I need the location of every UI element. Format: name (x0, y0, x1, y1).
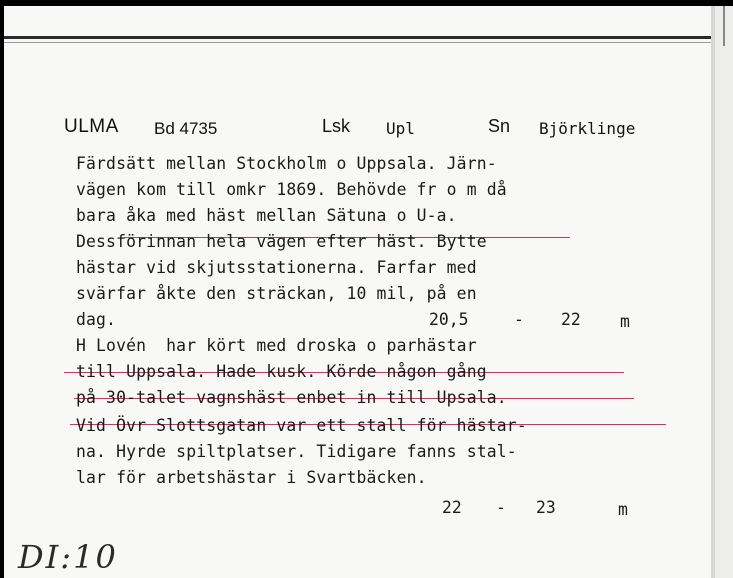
text-line: hästar vid skjutsstationerna. Farfar med (76, 258, 477, 277)
text-line: på 30-talet vagnshäst enbet in till Upsala. (76, 388, 507, 407)
text-line: Dessförinnan hela vägen efter häst. Bytte (76, 232, 487, 251)
socken-value: Björklinge (539, 119, 636, 138)
text-line: dag. (76, 310, 117, 329)
landskap-value: Upl (386, 119, 415, 138)
page-ref-from: 22 (442, 498, 462, 517)
text-line: Vid Övr Slottsgatan var ett stall för hästar- (76, 416, 527, 435)
page-ref-dash: - (514, 310, 524, 329)
volume-number: Bd 4735 (154, 119, 218, 138)
page-ref-from: 20,5 (429, 310, 469, 329)
text-line: Färdsätt mellan Stockholm o Uppsala. Järn- (76, 154, 497, 173)
text-line: svärfar åkte den sträckan, 10 mil, på en (76, 284, 477, 303)
archive-name: ULMA (64, 116, 119, 137)
archive-card (4, 6, 733, 578)
text-line: na. Hyrde spiltplatser. Tidigare fanns stal- (76, 442, 517, 461)
text-line: lar för arbetshästar i Svartbäcken. (76, 468, 427, 487)
page-ref-to: 23 (536, 498, 556, 517)
page-ref-unit: m (618, 500, 628, 519)
text-line: vägen kom till omkr 1869. Behövde fr o m då (76, 180, 507, 199)
page-ref-dash: - (496, 498, 506, 517)
landskap-label: Lsk (322, 116, 351, 136)
page-ref-unit: m (620, 312, 630, 331)
socken-label: Sn (488, 116, 511, 136)
card-top-rule-secondary (4, 42, 733, 43)
card-right-margin (715, 6, 733, 578)
text-line: H Lovén har kört med droska o parhästar (76, 336, 477, 355)
card-right-edge (711, 6, 715, 578)
text-line: bara åka med häst mellan Sätuna o U-a. (76, 206, 457, 225)
card-edge-mark (723, 6, 725, 46)
text-line: till Uppsala. Hade kusk. Körde någon gång (76, 362, 487, 381)
page-ref-to: 22 (561, 310, 581, 329)
card-top-rule (4, 36, 733, 39)
handwritten-code: DI:10 (18, 538, 118, 576)
